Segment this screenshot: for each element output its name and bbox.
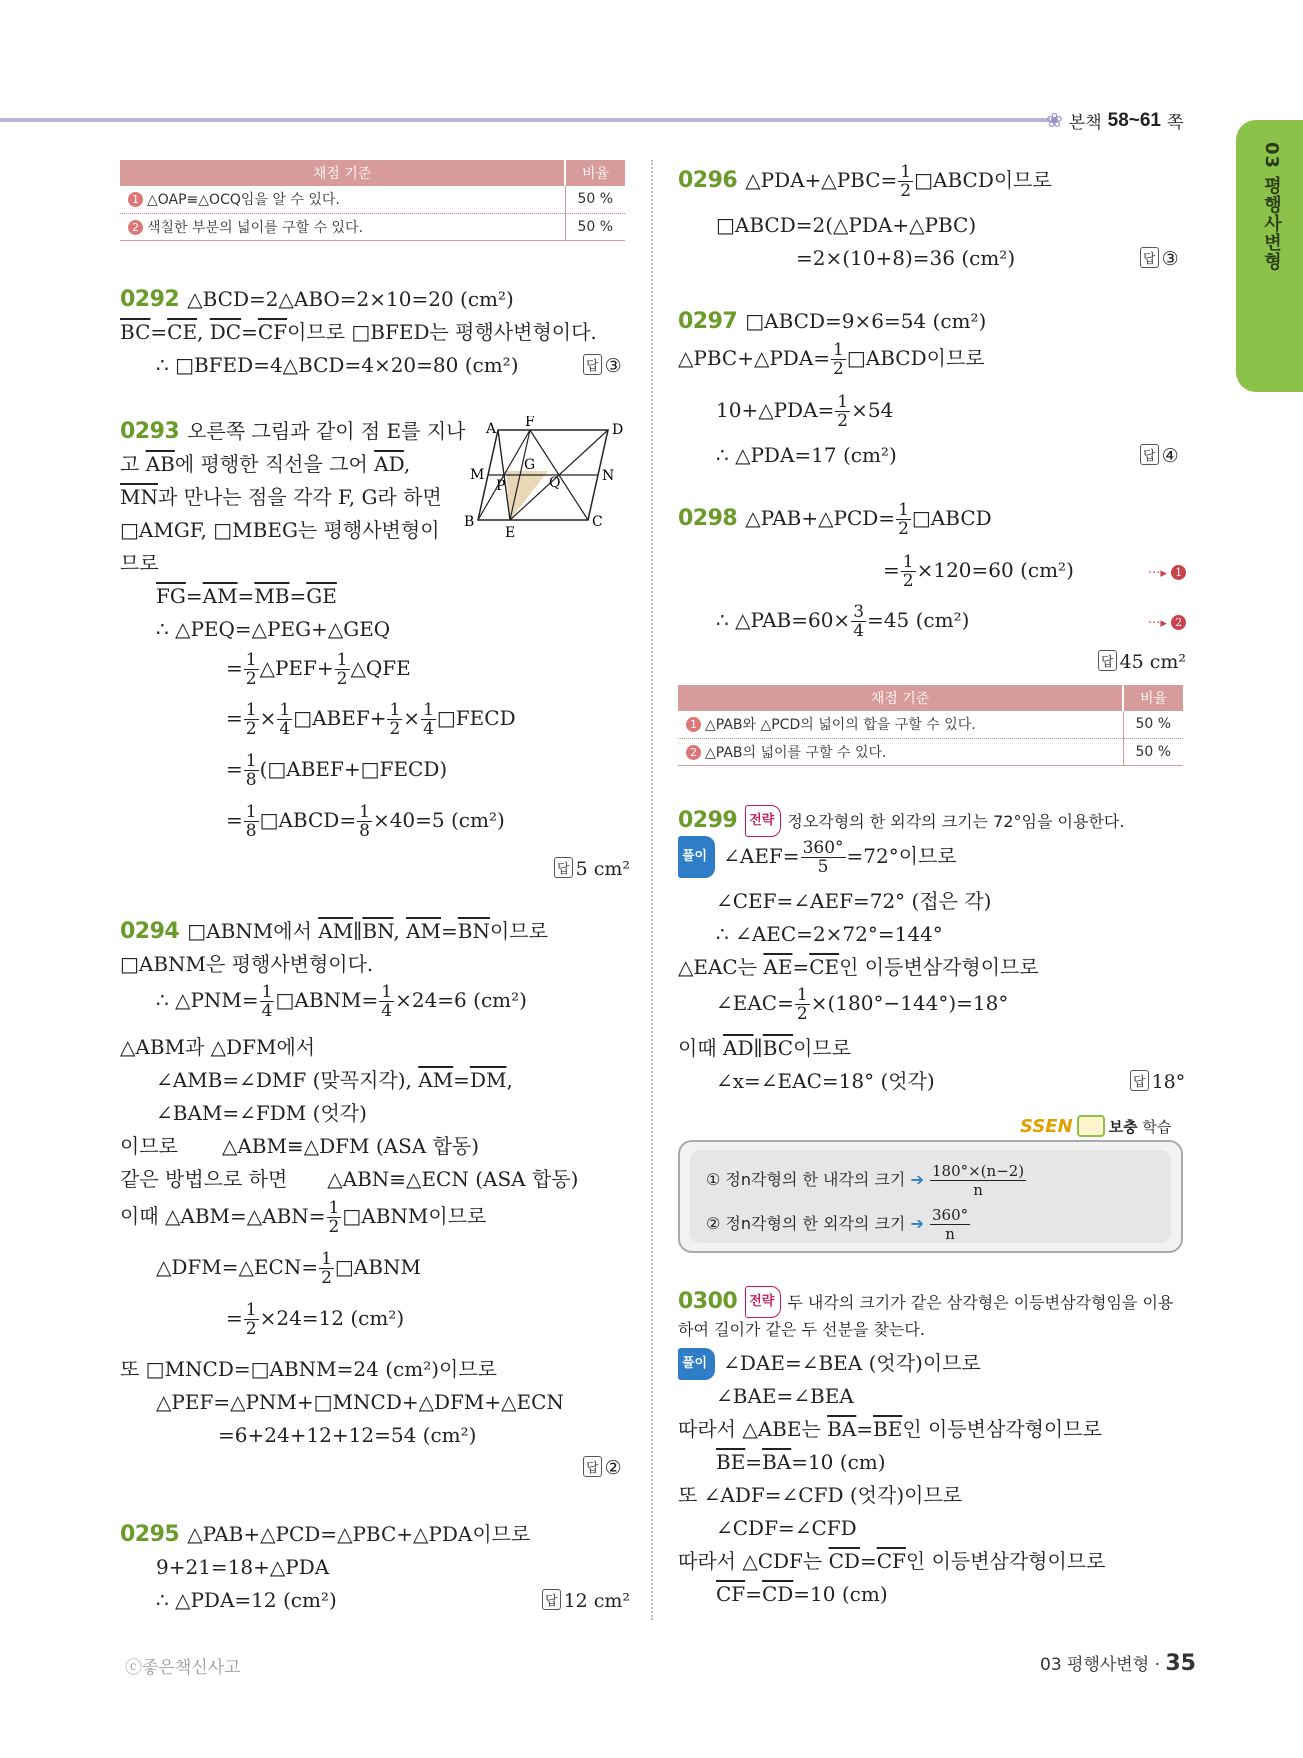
footer-copyright: ⓒ좋은책신사고 <box>125 1658 241 1678</box>
ssen-item-1: ① 정n각형의 한 내각의 크기 ➔ $\frac{180^\circ\times(n-2)}{n}$ <box>706 1162 1025 1199</box>
problem-0299-line5: ∠EAC= $\frac{1}{2}$ ×(180°−144°)=18° <box>716 985 1009 1024</box>
problem-0299-line2: ∠CEF=∠AEF=72° (접은 각) <box>716 889 992 913</box>
problem-0294-line14: =6+24+12+12=54 (cm²) <box>218 1423 477 1447</box>
flower-icon: ❀ <box>1046 110 1063 132</box>
step-marker-2: ···▸ 2 <box>1148 605 1190 639</box>
strategy-tag: 전략 <box>745 1286 781 1318</box>
parallelogram-figure <box>458 416 633 541</box>
problem-0293-line3: $\overline{MN}$과 만나는 점을 각각 F, G라 하면 <box>120 485 442 509</box>
problem-0299-line1: 풀이 ∠AEF= $\frac{360^\circ}{5}$ =72°이므로 <box>678 836 957 878</box>
header-rule <box>0 118 1050 122</box>
answer-0295: 답 12 cm² <box>542 1589 630 1612</box>
table-row: 1 △PAB와 △PCD의 넓이의 합을 구할 수 있다. 50 % <box>678 711 1183 738</box>
problem-0292-line2: $\overline{BC}=\overline{CE}$, $\overline{DC}=\overline{CF}$이므로 □BFED는 평행사변형이다. <box>120 320 597 344</box>
problem-0292-line3: ∴ □BFED=4△BCD=4×20=80 (cm²) <box>156 353 519 377</box>
solution-tag: 풀이 <box>678 1348 715 1380</box>
problem-0294-line13: △PEF=△PNM+□MNCD+△DFM+△ECN <box>156 1390 564 1414</box>
problem-0293-line6: $\overline{FG}=\overline{AM}=\overline{MB}=\overline{GE}$ <box>156 584 337 608</box>
problem-0294-line6: ∠BAM=∠FDM (엇각) <box>156 1101 367 1125</box>
table-row: 1 △OAP≡△OCQ임을 알 수 있다. 50 % <box>120 186 625 213</box>
answer-icon: 답 <box>554 857 573 878</box>
answer-0298: 답 45 cm² <box>1098 650 1186 673</box>
scoring-table-2: 채점 기준 비율 1 △PAB와 △PCD의 넓이의 합을 구할 수 있다. 50 % 2 △PAB의 넓이를 구할 수 있다. 50 % <box>678 685 1183 766</box>
arrow-right-icon: ➔ <box>910 1214 924 1233</box>
pencil-note-icon <box>1077 1115 1105 1137</box>
problem-0300-line1: 풀이 ∠DAE=∠BEA (엇각)이므로 <box>678 1348 981 1380</box>
solution-tag: 풀이 <box>678 836 715 878</box>
problem-0300-line4: $\overline{BE}=\overline{BA}=10$ (cm) <box>716 1450 886 1474</box>
table-row: 2 색칠한 부분의 넓이를 구할 수 있다. 50 % <box>120 213 625 240</box>
problem-0294-line4: △ABM과 △DFM에서 <box>120 1035 316 1059</box>
answer-icon: 답 <box>1140 247 1159 268</box>
problem-0297-line3: 10+△PDA= $\frac{1}{2}$ ×54 <box>716 392 894 431</box>
label-m: M <box>470 467 485 483</box>
problem-0293-line7: ∴ △PEQ=△PEG+△GEQ <box>156 617 391 641</box>
label-f: F <box>525 416 535 430</box>
problem-0294-line10: △DFM=△ECN= $\frac{1}{2}$ □ABNM <box>156 1249 421 1288</box>
label-a: A <box>486 421 497 437</box>
problem-0294-line11: = $\frac{1}{2}$ ×24=12 (cm²) <box>226 1300 405 1339</box>
problem-0294-line12: 또 □MNCD=□ABNM=24 (cm²)이므로 <box>120 1357 497 1381</box>
problem-0295-line2: 9+21=18+△PDA <box>156 1555 330 1579</box>
problem-0300-line8: $\overline{CF}=\overline{CD}=10$ (cm) <box>716 1582 888 1606</box>
problem-0295-line1: 0295 △PAB+△PCD=△PBC+△PDA이므로 <box>120 1522 531 1547</box>
problem-0296-line3: =2×(10+8)=36 (cm²) <box>796 246 1016 270</box>
answer-icon: 답 <box>583 354 602 375</box>
chapter-side-tab: 03 평행사변형 <box>1236 120 1303 392</box>
step-marker-1: ···▸ 1 <box>1148 555 1190 589</box>
problem-0296-line2: □ABCD=2(△PDA+△PBC) <box>716 213 977 237</box>
label-q: Q <box>549 475 561 491</box>
problem-0294-line3: ∴ △PNM= $\frac{1}{4}$ □ABNM= $\frac{1}{4}$ ×24=6 (cm²) <box>156 982 527 1021</box>
problem-0293-line8: = $\frac{1}{2}$ △PEF+ $\frac{1}{2}$ △QFE <box>226 650 411 689</box>
problem-0293-line2: 고 $\overline{AB}$에 평행한 직선을 그어 $\overline{AD}$, <box>120 452 411 476</box>
problem-0297-line1: 0297 □ABCD=9×6=54 (cm²) <box>678 309 987 334</box>
answer-icon: 답 <box>1140 444 1159 465</box>
problem-0293-line11: = $\frac{1}{8}$ □ABCD= $\frac{1}{8}$ ×40=5 (cm²) <box>226 802 505 841</box>
answer-icon: 답 <box>1130 1070 1149 1091</box>
problem-0299-line6: 이때 $\overline{AD}\parallel\overline{BC}$이므로 <box>678 1036 852 1060</box>
problem-0294-line5: ∠AMB=∠DMF (맞꼭지각), $\overline{AM}=\overline{DM}$, <box>156 1068 513 1092</box>
problem-0292-line1: 0292 △BCD=2△ABO=2×10=20 (cm²) <box>120 287 514 312</box>
label-g: G <box>524 457 536 473</box>
problem-0298-line3: ∴ △PAB=60× $\frac{3}{4}$ =45 (cm²) <box>716 602 970 641</box>
problem-0300-line6: ∠CDF=∠CFD <box>716 1516 857 1540</box>
problem-0296-line1: 0296 △PDA+△PBC= $\frac{1}{2}$ □ABCD이므로 <box>678 162 1052 201</box>
strategy-tag: 전략 <box>745 805 781 837</box>
answer-0293: 답 5 cm² <box>554 857 630 880</box>
problem-0299-line3: ∴ ∠AEC=2×72°=144° <box>716 922 943 946</box>
page-number: 35 <box>1165 1651 1196 1676</box>
problem-0294-line7: 이므로 △ABM≡△DFM (ASA 합동) <box>120 1134 480 1158</box>
footer-page-info: 03 평행사변형 · 35 <box>1040 1651 1196 1676</box>
table-row: 2 △PAB의 넓이를 구할 수 있다. 50 % <box>678 738 1183 765</box>
label-n: N <box>602 468 615 484</box>
label-d: D <box>612 422 624 438</box>
problem-0294-line2: □ABNM은 평행사변형이다. <box>120 952 374 976</box>
answer-0297: 답 ④ <box>1140 444 1179 467</box>
label-b: B <box>464 514 475 530</box>
problem-0297-line2: △PBC+△PDA= $\frac{1}{2}$ □ABCD이므로 <box>678 340 985 379</box>
problem-0300-line3: 따라서 △ABE는 $\overline{BA}=\overline{BE}$인 이등변삼각형이므로 <box>678 1417 1102 1441</box>
column-divider <box>651 160 653 1620</box>
problem-0300-line7: 따라서 △CDF는 $\overline{CD}=\overline{CF}$인 이등변삼각형이므로 <box>678 1549 1106 1573</box>
label-p: P <box>496 478 506 494</box>
problem-0294-line8: 같은 방법으로 하면 △ABN≡△ECN (ASA 합동) <box>120 1167 579 1191</box>
scoring-table-1: 채점 기준 비율 1 △OAP≡△OCQ임을 알 수 있다. 50 % 2 색칠한 부분의 넓이를 구할 수 있다. 50 % <box>120 160 625 241</box>
problem-0300-line2: ∠BAE=∠BEA <box>716 1384 854 1408</box>
problem-0299-line4: △EAC는 $\overline{AE}=\overline{CE}$인 이등변삼각형이므로 <box>678 955 1039 979</box>
problem-0295-line3: ∴ △PDA=12 (cm²) <box>156 1588 337 1612</box>
problem-0297-line4: ∴ △PDA=17 (cm²) <box>716 443 897 467</box>
problem-0298-line2: = $\frac{1}{2}$ ×120=60 (cm²) <box>883 552 1074 591</box>
answer-0299: 답 18° <box>1130 1070 1185 1093</box>
answer-0294: 답 ② <box>583 1456 622 1479</box>
answer-0296: 답 ③ <box>1140 247 1179 270</box>
problem-0299-line0: 0299 전략 정오각형의 한 외각의 크기는 72°임을 이용한다. <box>678 805 1124 837</box>
problem-0299-line7: ∠x=∠EAC=18° (엇각) <box>716 1069 935 1093</box>
page-reference: ❀ 본책 58~61 쪽 <box>1046 109 1184 132</box>
problem-0293-line10: = $\frac{1}{8}$ (□ABEF+□FECD) <box>226 751 448 790</box>
problem-0300-line5: 또 ∠ADF=∠CFD (엇각)이므로 <box>678 1483 963 1507</box>
answer-0292: 답 ③ <box>583 354 622 377</box>
answer-icon: 답 <box>1098 650 1117 671</box>
problem-0293-line1: 0293 오른쪽 그림과 같이 점 E를 지나 <box>120 419 466 444</box>
problem-0293-line4: □AMGF, □MBEG는 평행사변형이 <box>120 518 440 542</box>
answer-icon: 답 <box>583 1456 602 1477</box>
arrow-right-icon: ➔ <box>910 1170 924 1189</box>
problem-0300-line0b: 하여 길이가 같은 두 선분을 찾는다. <box>678 1320 925 1339</box>
answer-icon: 답 <box>542 1589 561 1610</box>
problem-0293-line5: 므로 <box>120 551 159 575</box>
problem-0293-line9: = $\frac{1}{2}$ × $\frac{1}{4}$ □ABEF+ $\frac{1}{2}$ × $\frac{1}{4}$ □FECD <box>226 700 516 739</box>
ssen-item-2: ② 정n각형의 한 외각의 크기 ➔ $\frac{360^\circ}{n}$ <box>706 1206 969 1243</box>
label-c: C <box>592 514 603 530</box>
problem-0294-line1: 0294 □ABNM에서 $\overline{AM}\parallel\overline{BN}$, $\overline{AM}=\overline{BN}$이므로 <box>120 919 548 944</box>
ssen-supplement-box <box>678 1140 1183 1253</box>
label-e: E <box>505 525 516 541</box>
ssen-supplement-header: SSEN 보충 학습 <box>1020 1115 1172 1137</box>
problem-0298-line1: 0298 △PAB+△PCD= $\frac{1}{2}$ □ABCD <box>678 500 992 539</box>
problem-0294-line9: 이때 △ABM=△ABN= $\frac{1}{2}$ □ABNM이므로 <box>120 1198 487 1237</box>
problem-0300-line0: 0300 전략 두 내각의 크기가 같은 삼각형은 이등변삼각형임을 이용 <box>678 1286 1173 1318</box>
